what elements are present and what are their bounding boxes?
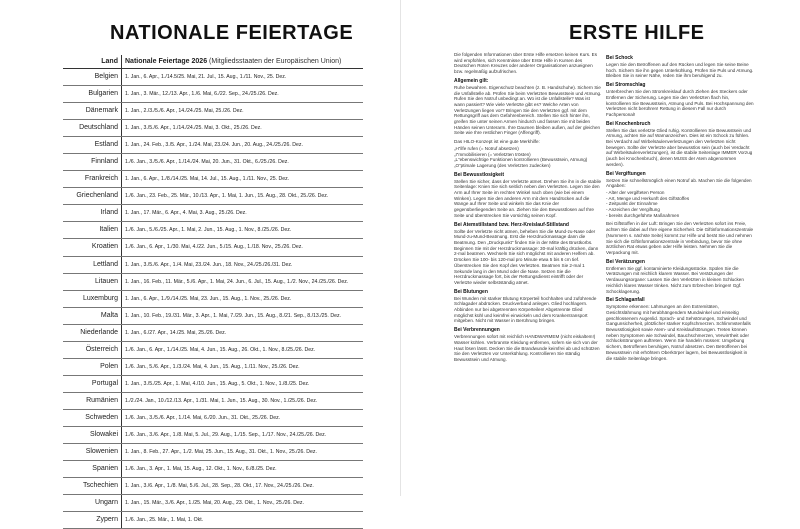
country-cell: Zypern bbox=[63, 512, 122, 529]
country-cell: Finnland bbox=[63, 154, 122, 171]
country-cell: Italien bbox=[63, 222, 122, 239]
section-heading: Bei Vergiftungen bbox=[606, 170, 646, 177]
section-heading: Bei Blutungen bbox=[454, 288, 488, 295]
table-row bbox=[63, 307, 363, 324]
section-heading: Bei Knochenbruch bbox=[606, 120, 651, 127]
section-text: Setzen Sie schnellstmöglich einen Notruf ab. Machen Sie die folgenden Angaben: bbox=[606, 177, 752, 189]
section-heading: Bei Stromschlag bbox=[606, 82, 646, 89]
country-cell: Rumänien bbox=[63, 392, 122, 409]
country-cell: Frankreich bbox=[63, 171, 122, 188]
country-cell: Niederlande bbox=[63, 324, 122, 341]
country-cell: Luxemburg bbox=[63, 290, 122, 307]
country-cell: Bulgarien bbox=[63, 86, 122, 103]
first-aid-column-1 bbox=[454, 52, 602, 366]
country-cell: Slowenien bbox=[63, 444, 122, 461]
table-row bbox=[63, 69, 363, 86]
holiday-dates-cell: 1./6. Jan., 5./6./25. Apr., 1. Mai, 2. Jun., 15. Aug., 1. Nov., 8./25./26. Dez. bbox=[122, 222, 364, 239]
country-cell: Griechenland bbox=[63, 188, 122, 205]
section-heading: Allgemein gilt: bbox=[454, 77, 489, 84]
country-cell: Estland bbox=[63, 137, 122, 154]
left-page bbox=[0, 0, 400, 524]
country-cell: Litauen bbox=[63, 273, 122, 290]
table-row bbox=[63, 103, 363, 120]
list-item: - Alter der vergifteten Person bbox=[606, 189, 665, 195]
country-cell: Malta bbox=[63, 307, 122, 324]
country-cell: Spanien bbox=[63, 461, 122, 478]
holiday-dates-cell: 1./6. Jan., 3. Apr., 1. Mai, 15. Aug., 12. Okt., 1. Nov., 6./8./25. Dez. bbox=[122, 461, 364, 478]
section-heading: Bei Atemstillstand bzw. Herz-Kreislauf-Stillstand bbox=[454, 221, 569, 228]
country-cell: Lettland bbox=[63, 256, 122, 273]
table-row bbox=[63, 239, 363, 256]
country-cell: Ungarn bbox=[63, 495, 122, 512]
section-text: Bei Giftstoffen in der Luft: Bringen Sie den Verletzten sofort ins Freie, achten Sie dabei auf Ihre eigene Sicherheit. Die Giftinformationszentrale (Nummern s. nächste Seite) kommt zur Hilfe und berät Sie und nehmen Sie sich die Giftinformationszentrale in Verbindung, bevor Sie ohne ärztlichen Rat etwas geben oder Hilfe leisten. Nehmen Sie die Verpackung mit. bbox=[606, 221, 754, 255]
table-row bbox=[63, 324, 363, 341]
table-row bbox=[63, 188, 363, 205]
country-cell: Kroatien bbox=[63, 239, 122, 256]
table-row bbox=[63, 478, 363, 495]
header-title-text: Nationale Feiertage 2026 bbox=[125, 58, 208, 65]
country-cell: Tschechien bbox=[63, 478, 122, 495]
holiday-dates-cell: 1./6. Jan., 3./5./6. Apr., 1./14. Mai, 6./20. Jun., 31. Okt., 25./26. Dez. bbox=[122, 409, 364, 426]
section-text: Unterbrechen Sie den Stromkreislauf durch Ziehen des Steckers oder Entfernen der Sicherung. Legen Sie den Verletzten flach hin, kontrollieren Sie Bewusstsein, Atmung und Puls. Bei Hochspannung den Verletzten nicht berühren! Rettung in diesem Fall nur durch Fachpersonal! bbox=[606, 89, 754, 117]
holiday-dates-cell: 1. Jan., 3./5./6. Apr., 1./14./24./25. Mai, 3. Okt., 25./26. Dez. bbox=[122, 120, 364, 137]
section-text: Verbrennungen sofort mit reichlich HANDWARMEM (nicht eiskaltem!) Wasser kühlen. Verbrannte Kleidung entfernen, sofern sie sich von der Haut lösen lässt. Decken Sie die Brandwunde keimfrei ab und schützen Sie den Verletzten vor Unterkühlung. Kontrollieren Sie ständig Bewusstsein und Atmung. bbox=[454, 334, 600, 362]
page-title-first-aid: ERSTE HILFE bbox=[569, 22, 705, 44]
country-cell: Slowakei bbox=[63, 426, 122, 443]
country-cell: Portugal bbox=[63, 375, 122, 392]
table-row bbox=[63, 426, 363, 443]
country-cell: Irland bbox=[63, 205, 122, 222]
hilo-list bbox=[454, 146, 602, 169]
table-row bbox=[63, 171, 363, 188]
section-text: Legen Sie den Betroffenen auf den Rücken und legen Sie seine Beine hoch. Sichern Sie ihn gegen Unterkühlung. Prüfen Sie Puls und Atmung. Bleiben Sie in seiner Nähe, reden Sie ihm beruhigend zu. bbox=[606, 62, 754, 79]
table-row bbox=[63, 86, 363, 103]
list-item: „I“mmobilisieren (= Verletzten trösten) bbox=[454, 151, 531, 157]
table-row bbox=[63, 409, 363, 426]
right-page bbox=[400, 0, 800, 496]
table-row bbox=[63, 290, 363, 307]
section-text: Stellen Sie sicher, dass der Verletzte atmet. Drehen Sie ihn in die stabile Seitenlage: Knien Sie sich seitlich neben den Verletzten. Legen Sie den Arm auf Ihrer Seite im rechten Winkel nach oben (wie bei einem Winken). Legen Sie den anderen Arm mit dem Handrücken auf die Wange auf Ihrer Seite und winkeln Sie das Knie der gegenüberliegenden Seite an. Ziehen Sie den Bewusstlosen auf Ihre Seite und überstrecken Sie vorsichtig seinen Kopf. bbox=[454, 178, 602, 218]
section-heading: Bei Schock bbox=[606, 55, 633, 61]
section-text: Entfernen Sie ggf. kontaminierte Kleidungsstücke. Spülen Sie die Verätzungen mit reichlich klarem Wasser. Bei Verätzungen der Verdauungsorgane: Lassen Sie den Verletzten in kleinen Schlucken reichlich klares Wasser trinken. Nicht zum Erbrechen bringen! Ggf. Schocklagerung. bbox=[606, 265, 744, 294]
intro-text: Die folgenden Informationen über Erste Hilfe ersetzen keinen Kurs. Es wird empfohlen, sich Kenntnisse über Erste Hilfe in Kursen des Deutschen Roten Kreuzes oder anderer Organisationen anzueignen bzw. regelmäßig aufzufrischen. bbox=[454, 52, 597, 75]
header-land: Land bbox=[63, 55, 122, 69]
holiday-dates-cell: 1. Jan., 3./5./6. Apr., 1./4. Mai, 23./24. Jun., 18. Nov., 24./25./26./31. Dez. bbox=[122, 256, 364, 273]
holiday-dates-cell: 1. Jan., 8. Feb., 27. Apr., 1./2. Mai, 25. Jun., 15. Aug., 31. Okt., 1. Nov., 25./26. Dez. bbox=[122, 444, 364, 461]
table-row bbox=[63, 341, 363, 358]
section-heading: Bei Schlaganfall bbox=[606, 297, 645, 304]
page-title-holidays: NATIONALE FEIERTAGE bbox=[110, 22, 354, 44]
table-header-row bbox=[63, 55, 363, 69]
section-text: Ruhe bewahren. Eigenschutz beachten (z. B. Handschuhe). Sichern Sie die Unfallstelle ab. Prüfen Sie beim Verletzten Bewusstsein und Atmung. Rufen Sie den Notruf unbedingt an. Wo ist die Unfallstelle? Was ist wann passiert? Wie viele Verletzte gibt es? Welche Arten von Verletzungen liegen vor? Bringen Sie den Verletzten ggf. mit dem Rettungsgriff aus dem Gefahrenbereich. Stellen Sie sich hinter ihn, greifen Sie unter seinen Armen hindurch und fassen Sie mit beiden Händen seinen Unterarm. Ihre Daumen bleiben außen, auf der gleichen Seite wie Ihre restlichen Finger (Affengriff). bbox=[454, 84, 602, 136]
first-aid-column-2 bbox=[606, 52, 754, 364]
holiday-dates-cell: 1. Jan., 2./3./5./6. Apr., 14./24./25. Mai, 25./26. Dez. bbox=[122, 103, 364, 120]
holiday-dates-cell: 1./6. Jan., 6. Apr., 1./14./25. Mai, 4. Jun., 15. Aug., 26. Okt., 1. Nov., 8./25./26. Dez. bbox=[122, 341, 364, 358]
holidays-table bbox=[63, 55, 363, 529]
table-row bbox=[63, 120, 363, 137]
table-row bbox=[63, 512, 363, 529]
holiday-dates-cell: 1. Jan., 17. Mär., 6. Apr., 4. Mai, 3. Aug., 25./26. Dez. bbox=[122, 205, 364, 222]
table-row bbox=[63, 392, 363, 409]
table-row bbox=[63, 137, 363, 154]
country-cell: Dänemark bbox=[63, 103, 122, 120]
table-row bbox=[63, 375, 363, 392]
table-row bbox=[63, 273, 363, 290]
holiday-dates-cell: 1./6. Jan., 6. Apr., 1./30. Mai, 4./22. Jun., 5./15. Aug., 1./18. Nov., 25./26. Dez. bbox=[122, 239, 364, 256]
table-row bbox=[63, 205, 363, 222]
holiday-dates-cell: 1. Jan., 6. Apr., 1./8./14./25. Mai, 14. Jul., 15. Aug., 1./11. Nov., 25. Dez. bbox=[122, 171, 364, 188]
holiday-dates-cell: 1./2./24. Jan., 10./12./13. Apr., 1./31. Mai, 1. Jun., 15. Aug., 30. Nov., 1./25./26. Dez. bbox=[122, 392, 364, 409]
header-title bbox=[122, 55, 364, 69]
section-heading: Bei Verätzungen bbox=[606, 258, 645, 265]
table-row bbox=[63, 358, 363, 375]
section-text: Stellen Sie das verletzte Glied ruhig. Kontrollieren Sie Bewusstsein und Atmung, achten Sie auf Warnanzeichen. Dies ist ein Schock zu fühlen. Bei Verdacht auf Wirbelsäulenverletzungen den Verletzten nicht bewegen. Sollte der Verletzte aber bewusstlos sein (auch bei Verdacht auf Wirbelsäulenverletzungen), ist die stabile Seitenlage IMMER Vorzug (auch bei Knochenbruch), denen MUSS der Atem abgenommen werden). bbox=[606, 127, 753, 167]
holiday-dates-cell: 1. Jan., 3. Mär., 12./13. Apr., 1./6. Mai, 6./22. Sep., 24./25./26. Dez. bbox=[122, 86, 364, 103]
holiday-dates-cell: 1. Jan., 16. Feb., 11. Mär., 5./6. Apr., 1. Mai, 24. Jun., 6. Jul., 15. Aug., 1./2. Nov., 24./25./26. Dez. bbox=[122, 273, 364, 290]
holiday-dates-cell: 1. Jan., 6./27. Apr., 14./25. Mai, 25./26. Dez. bbox=[122, 324, 364, 341]
holiday-dates-cell: 1./6. Jan., 3./6. Apr., 1./8. Mai, 5. Jul., 29. Aug., 1./15. Sep., 1./17. Nov., 24./25./26. Dez. bbox=[122, 426, 364, 443]
table-row bbox=[63, 495, 363, 512]
country-cell: Deutschland bbox=[63, 120, 122, 137]
header-subtitle: (Mitgliedsstaaten der Europäischen Union) bbox=[209, 58, 342, 65]
holiday-dates-cell: 1./6. Jan., 23. Feb., 25. Mär., 10./13. Apr., 1. Mai, 1. Jun., 15. Aug., 28. Okt., 25./26. Dez. bbox=[122, 188, 364, 205]
holiday-dates-cell: 1. Jan., 3./5./25. Apr., 1. Mai, 4./10. Jun., 15. Aug., 5. Okt., 1. Nov., 1./8./25. Dez. bbox=[122, 375, 364, 392]
table-row bbox=[63, 461, 363, 478]
poison-info-list bbox=[606, 190, 754, 219]
section-text: Sollte der Verletzte nicht atmen, beheben Sie die Mund-zu-Nase oder Mund-zu-Mund-Beatmung. Erst die Herzdruckmassage dann die Beatmung. Den „Druckpunkt“ finden Sie in der Mitte des Brustkorbs. Beginnen Sie mit der Herzdruckmassage: 30-mal kräftig drücken, dann 2-mal beatmen. Wechseln Sie sich möglichst mit anderen Helfern ab. Drücken Sie 100- bis 120-mal pro Minute etwa 5 bis 6 cm tief. Überstrecken Sie den Kopf des Verletzten. Beatmen Sie 2-mal 1 Sekunde lang in den Mund oder die Nase. Setzen Sie die Herzdruckmassage fort, bis der Rettungsdienst eintrifft oder der Verletzte wieder selbstständig atmet. bbox=[454, 228, 599, 285]
holiday-dates-cell: 1. Jan., 3./6. Apr., 1./8. Mai, 5./6. Jul., 28. Sep., 28. Okt., 17. Nov., 24./25./26. Dez. bbox=[122, 478, 364, 495]
list-item: - bereits durchgeführte Maßnahmen bbox=[606, 212, 680, 218]
holiday-dates-cell: 1. Jan., 15. Mär., 3./6. Apr., 1./25. Mai, 20. Aug., 23. Okt., 1. Nov., 25./26. Dez. bbox=[122, 495, 364, 512]
list-item: „O“ptimale Lagerung (des Verletzten zudecken) bbox=[454, 162, 551, 168]
table-row bbox=[63, 256, 363, 273]
table-row bbox=[63, 154, 363, 171]
holiday-dates-cell: 1./6. Jan., 3./5./6. Apr., 1./14./24. Mai, 20. Jun., 31. Okt., 6./25./26. Dez. bbox=[122, 154, 364, 171]
holiday-dates-cell: 1./6. Jan., 5./6. Apr., 1./3./24. Mai, 4. Jun., 15. Aug., 1./11. Nov., 25./26. Dez. bbox=[122, 358, 364, 375]
list-item: „H“ilfe rufen (= Notruf absetzen) bbox=[454, 145, 519, 151]
holiday-dates-cell: 1./6. Jan., 25. Mär., 1. Mai, 1. Okt. bbox=[122, 512, 364, 529]
country-cell: Polen bbox=[63, 358, 122, 375]
section-text: Symptome erkennen: Lähmungen an den Extremitäten, Gesichtslähmung mit herabhängendem Mundwinkel und einseitig geschlossenem Augenlid. Sprach- und Sehstörungen, Schwindel und Gangunsicherheit, plötzlicher starker Kopfschmerzen. Schlimmstenfalls Bewusstlosigkeit sowie Atem- und Kreislaufstörungen. Treten können neben Symptomen wie Schwindel, Bauchschmerzen, Verwirrtheit oder Schluckstörungen auftreten. Wenn Sie handeln müssen: Umgebung sichern, Betroffenen beruhigen, Notruf absetzen. Den Betroffenen bei Bewusstsein mit erhöhtem Oberkörper lagern, bei Bewusstlosigkeit in die stabile Seitenlage bringen. bbox=[606, 304, 751, 361]
country-cell: Belgien bbox=[63, 69, 122, 86]
table-row bbox=[63, 444, 363, 461]
holiday-dates-cell: 1. Jan., 10. Feb., 19./31. Mär., 3. Apr., 1. Mai, 7./29. Jun., 15. Aug., 8./21. Sep., 8./13./25. Dez. bbox=[122, 307, 364, 324]
list-item: - Zeitpunkt der Einnahme bbox=[606, 201, 658, 207]
holiday-dates-cell: 1. Jan., 24. Feb., 3./5. Apr., 1./24. Mai, 23./24. Jun., 20. Aug., 24./25./26. Dez. bbox=[122, 137, 364, 154]
section-text: Das HILO-Konzept ist eine gute Merkhilfe: bbox=[454, 139, 540, 145]
table-row bbox=[63, 222, 363, 239]
list-item: „L“ebenswichtige Funktionen kontrollieren (Bewusstsein, Atmung) bbox=[454, 157, 588, 163]
holiday-dates-cell: 1. Jan., 6. Apr., 1./9./14./25. Mai, 23. Jun., 15. Aug., 1. Nov., 25./26. Dez. bbox=[122, 290, 364, 307]
section-heading: Bei Bewusstlosigkeit bbox=[454, 171, 505, 178]
list-item: - Anzeichen der Vergiftung bbox=[606, 207, 660, 213]
section-heading: Bei Verbrennungen bbox=[454, 327, 500, 334]
list-item: - Art, Menge und Herkunft des Giftstoffes bbox=[606, 195, 690, 201]
country-cell: Österreich bbox=[63, 341, 122, 358]
section-text: Bei Wunden mit starker Blutung Körperteil hochhalten und zuführende Schlagader abdrücken. Druckverband anlegen. Glied hochlagern. Abbinden nur bei abgetrennten Körperteilen! Abgetrennte Glied möglichst kühl und keimfrei einwickeln und dem Krankentransport mitgeben. Nicht mit Wasser in Berührung bringen. bbox=[454, 295, 597, 324]
holiday-dates-cell: 1. Jan., 6. Apr., 1./14.5/25. Mai, 21. Jul., 15. Aug., 1./11. Nov., 25. Dez. bbox=[122, 69, 364, 86]
country-cell: Schweden bbox=[63, 409, 122, 426]
